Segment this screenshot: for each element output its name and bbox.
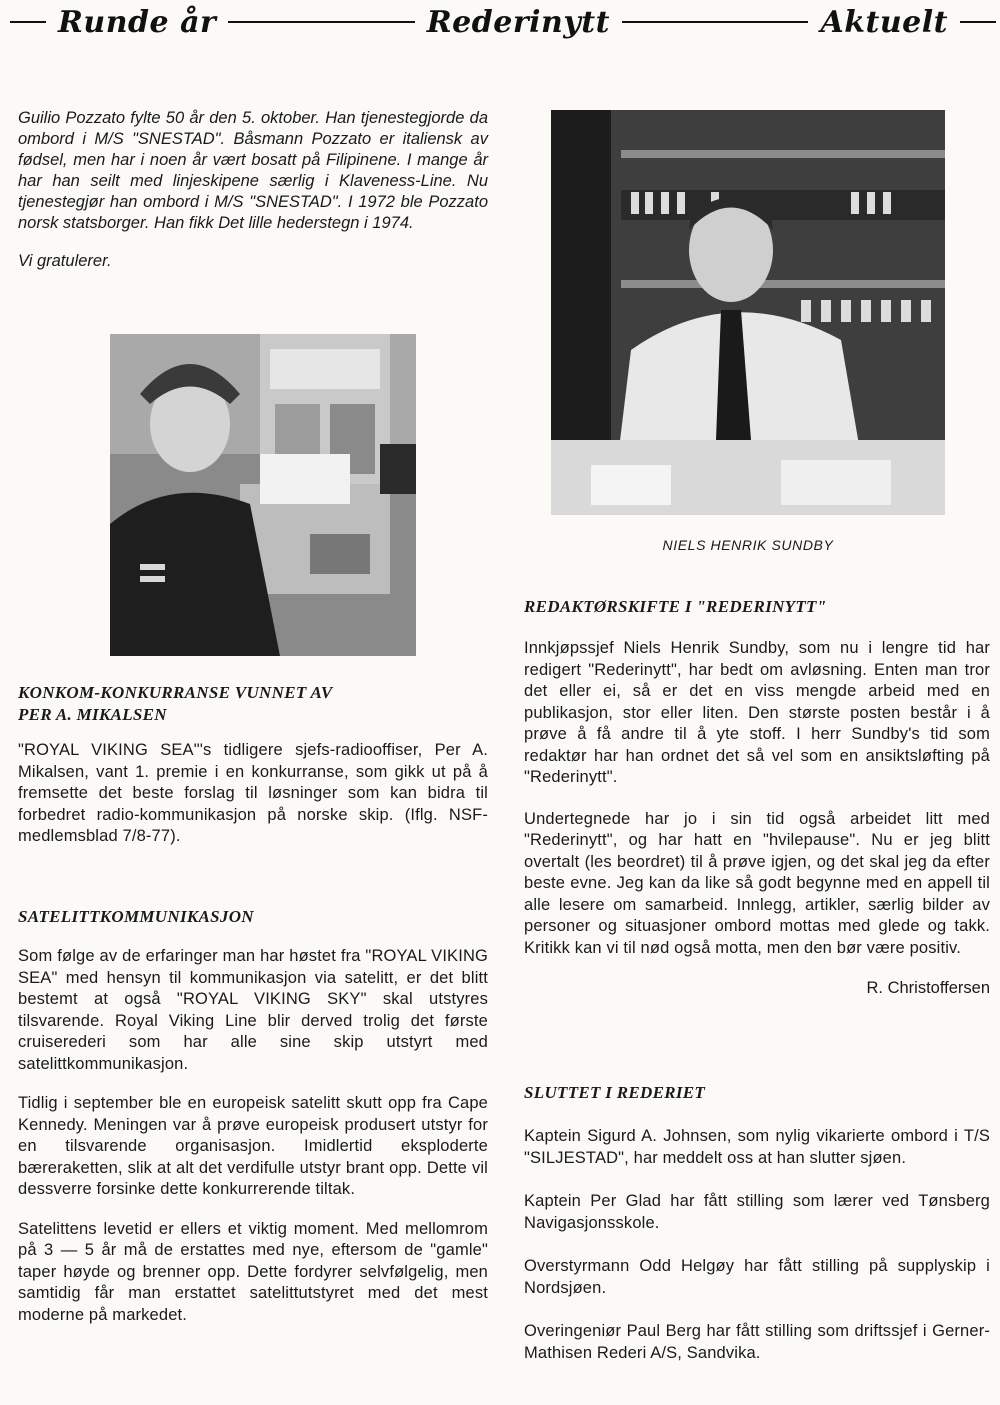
redaktor-headline: REDAKTØRSKIFTE I "REDERINYTT" [524, 597, 827, 616]
satelitt-article [18, 906, 488, 1326]
sluttet-article [524, 1082, 990, 1364]
intro-section [18, 100, 488, 271]
header-rule [960, 21, 996, 23]
sluttet-headline: SLUTTET I REDERIET [524, 1083, 706, 1102]
sluttet-paragraph-2: Kaptein Per Glad har fått stilling som lærer ved Tønsberg Navigasjonsskole. [524, 1192, 990, 1232]
satelitt-paragraph-1: Som følge av de erfaringer man har høstet fra "ROYAL VIKING SEA" med hensyn til kommunikasjon via satelitt, er det blitt bestemt at også "ROYAL VIKING SKY" skal utstyres tilsvarende. Royal Viking Line blir derved trolig det første cruiserederi som har alle sine skip utstyrt med satelittkommunikasjon. [18, 947, 488, 1073]
konkom-body: "ROYAL VIKING SEA"'s tidligere sjefs-radiooffiser, Per A. Mikalsen, vant 1. premie i en konkurranse, som gikk ut på å fremsette det beste forslag til løsninger som kan bidra til forbedret radio-kommunikasjon på norske skip. (Iflg. NSF-medlemsblad 7/8-77). [18, 741, 488, 845]
photo-caption: NIELS HENRIK SUNDBY [662, 537, 834, 553]
page-header [0, 0, 1000, 44]
satelitt-paragraph-2: Tidlig i september ble en europeisk satelitt skutt opp fra Cape Kennedy. Meningen var å prøve europeisk produsert utstyr for en tilsvarende organisasjon. Imidlertid eksploderte bæreraketten, slik at alt det verdifulle utstyr brant opp. Dette vil dessverre forsinke dette konkurrerende tiltak. [18, 1094, 488, 1198]
redaktor-paragraph-2: Undertegnede har jo i sin tid også arbeidet litt med "Rederinytt", og har hatt en "hvilepause". Nu er jeg blitt overtalt (les beordret) til å prøve igjen, og det skal jeg da efter beste evne. Jeg kan da like så godt begynne med en appell til alle lesere om samarbeid. Innlegg, artikler, særlig bilder av personer og situasjoner ombord mottas med glede og takk. Kritikk kan vi til nød også motta, men den bør være positiv. [524, 809, 990, 957]
satelitt-headline: SATELITTKOMMUNIKASJON [18, 907, 254, 926]
photo-portrait-image [551, 110, 945, 515]
congrats-text: Vi gratulerer. [18, 252, 112, 270]
header-center-title: Rederinytt [426, 4, 610, 40]
photo-niels-henrik-sundby [551, 110, 945, 515]
photo-radio-officer [110, 334, 416, 656]
intro-paragraph: Guilio Pozzato fylte 50 år den 5. oktober. Han tjenestegjorde da ombord i M/S "SNESTAD". Båsmann Pozzato er italiensk av fødsel, men har i noen år vært bosatt på Filipinene. I mange år har han seilt med linjeskipene særlig i Klaveness-Line. Nu tjenestegjør han ombord i M/S "SNESTAD". I 1972 ble Pozzato norsk statsborger. Han fikk Det lille hederstegn i 1974. [18, 109, 488, 232]
sluttet-paragraph-4: Overingeniør Paul Berg har fått stilling som driftssjef i Gerner-Mathisen Rederi A/S, Sandvika. [524, 1322, 990, 1362]
konkom-headline-line1: KONKOM-KONKURRANSE VUNNET AV [18, 683, 333, 702]
redaktor-article [524, 596, 990, 998]
header-rule [622, 21, 808, 23]
header-rule [10, 21, 46, 23]
konkom-headline-line2: PER A. MIKALSEN [18, 705, 167, 724]
satelitt-paragraph-3: Satelittens levetid er ellers et viktig moment. Med mellomrom på 3 — 5 år må de erstattes med nye, eftersom de "gamle" taper høyde og brenner opp. Dette fordyrer selvfølgelig, men samtidig får man erstattet satelittutstyret med det mest moderne på markedet. [18, 1219, 488, 1324]
header-left-title: Runde år [58, 4, 217, 40]
sluttet-paragraph-3: Overstyrmann Odd Helgøy har fått stilling på supplyskip i Nordsjøen. [524, 1257, 990, 1297]
konkom-article [18, 682, 488, 848]
header-right-title: Aktuelt [820, 4, 949, 40]
photo-radio-officer-image [110, 334, 416, 656]
header-rule [228, 21, 414, 23]
redaktor-signature: R. Christoffersen [866, 979, 990, 997]
sluttet-paragraph-1: Kaptein Sigurd A. Johnsen, som nylig vikarierte ombord i T/S "SILJESTAD", har meddelt oss at han slutter sjøen. [524, 1127, 990, 1167]
redaktor-paragraph-1: Innkjøpssjef Niels Henrik Sundby, som nu i lengre tid har redigert "Rederinytt", har bedt om avløsning. Enten man tror det eller ei, så er det en viss mengde arbeid med en publikasjon, stor eller liten. Den største posten består i å prøve å få andre til å yte stoff. I herr Sundby's tid som redaktør har han ordnet det så vel som en ansiktsløfting på "Rederinytt". [524, 639, 990, 786]
